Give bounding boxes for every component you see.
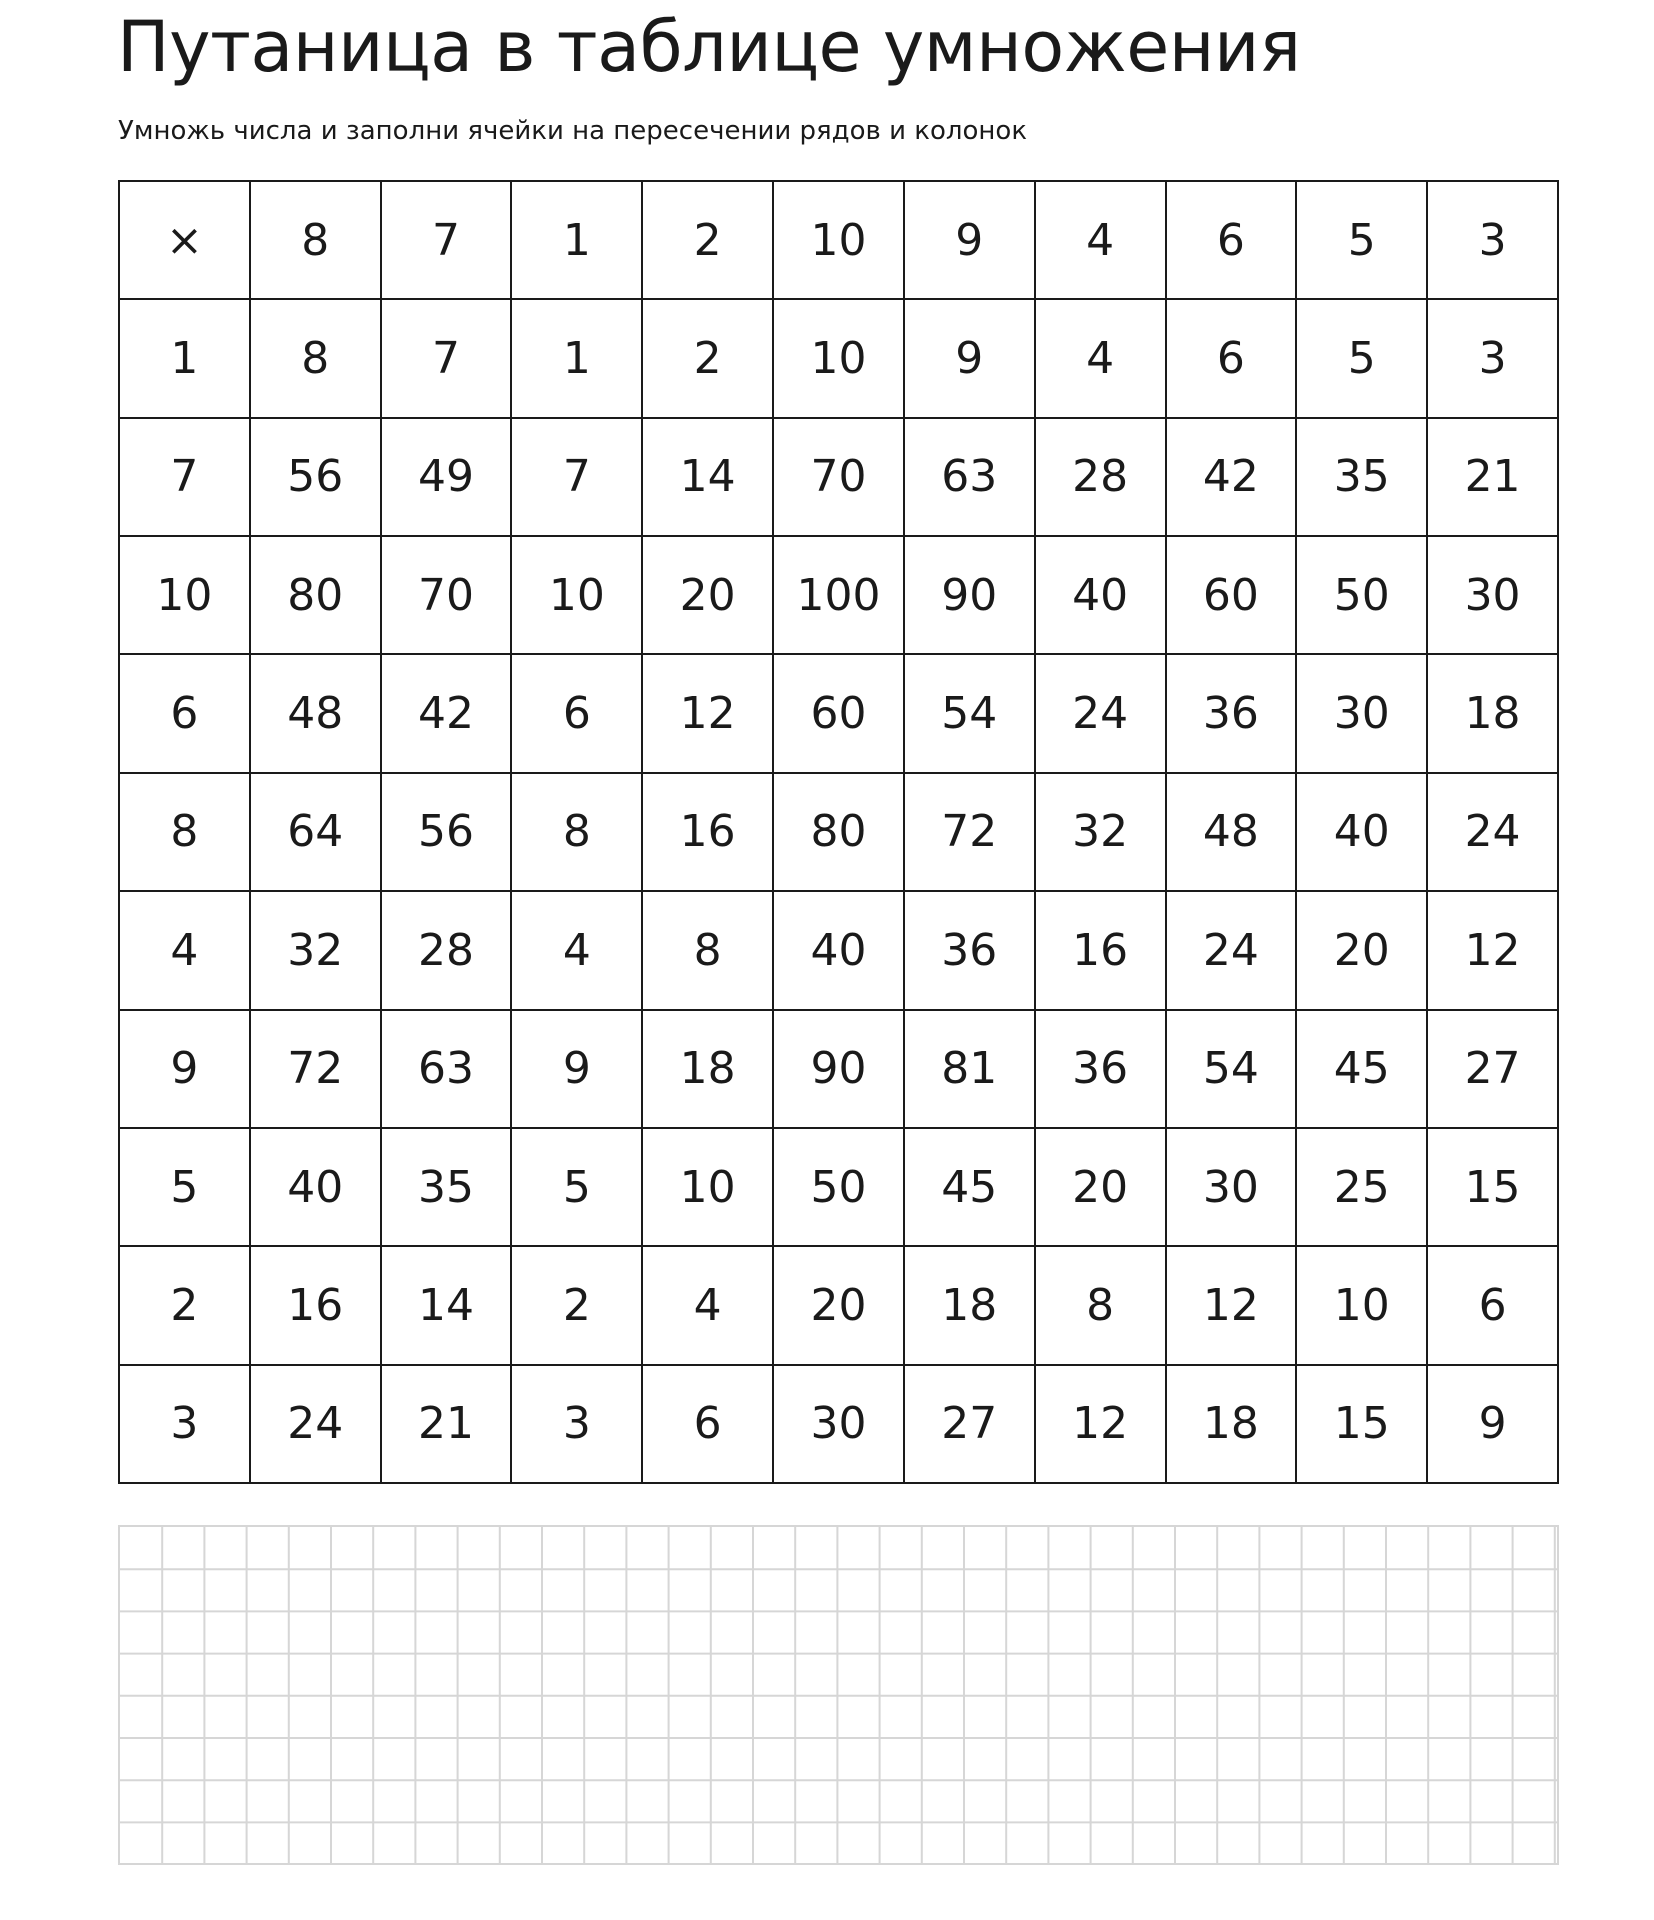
product-cell: 54: [1166, 1010, 1297, 1128]
row-header-cell: 3: [119, 1365, 250, 1483]
product-cell: 90: [773, 1010, 904, 1128]
table-row: [119, 1365, 1558, 1483]
row-header-cell: 4: [119, 891, 250, 1009]
row-header-cell: 1: [119, 299, 250, 417]
product-cell: 24: [1035, 654, 1166, 772]
product-cell: 64: [250, 773, 381, 891]
table-row: [119, 1128, 1558, 1246]
product-cell: 90: [904, 536, 1035, 654]
product-cell: 4: [511, 891, 642, 1009]
product-cell: 32: [250, 891, 381, 1009]
product-cell: 54: [904, 654, 1035, 772]
scratch-grid-area: [118, 1525, 1559, 1865]
product-cell: 9: [511, 1010, 642, 1128]
product-cell: 6: [1166, 299, 1297, 417]
product-cell: 5: [511, 1128, 642, 1246]
instructions: Умножь числа и заполни ячейки на пересечении рядов и колонок: [118, 116, 1028, 146]
product-cell: 48: [250, 654, 381, 772]
product-cell: 80: [250, 536, 381, 654]
product-cell: 8: [642, 891, 773, 1009]
table-row: [119, 536, 1558, 654]
column-header-cell: 7: [381, 181, 512, 299]
table-row: [119, 773, 1558, 891]
product-cell: 56: [250, 418, 381, 536]
row-header-cell: 6: [119, 654, 250, 772]
column-header-cell: 4: [1035, 181, 1166, 299]
multiplication-table: [118, 180, 1559, 1484]
product-cell: 15: [1427, 1128, 1558, 1246]
product-cell: 10: [773, 299, 904, 417]
product-cell: 28: [381, 891, 512, 1009]
product-cell: 20: [773, 1246, 904, 1364]
product-cell: 8: [511, 773, 642, 891]
product-cell: 1: [511, 299, 642, 417]
column-header-cell: 10: [773, 181, 904, 299]
product-cell: 27: [904, 1365, 1035, 1483]
product-cell: 35: [381, 1128, 512, 1246]
corner-multiply-symbol: ×: [119, 181, 250, 299]
product-cell: 15: [1296, 1365, 1427, 1483]
product-cell: 35: [1296, 418, 1427, 536]
row-header-cell: 5: [119, 1128, 250, 1246]
grid-lines: [120, 1527, 1557, 1863]
product-cell: 10: [1296, 1246, 1427, 1364]
product-cell: 7: [511, 418, 642, 536]
product-cell: 81: [904, 1010, 1035, 1128]
product-cell: 32: [1035, 773, 1166, 891]
product-cell: 36: [904, 891, 1035, 1009]
product-cell: 72: [904, 773, 1035, 891]
product-cell: 63: [904, 418, 1035, 536]
column-header-cell: 6: [1166, 181, 1297, 299]
product-cell: 3: [511, 1365, 642, 1483]
product-cell: 27: [1427, 1010, 1558, 1128]
product-cell: 12: [1427, 891, 1558, 1009]
product-cell: 4: [642, 1246, 773, 1364]
product-cell: 12: [642, 654, 773, 772]
product-cell: 80: [773, 773, 904, 891]
product-cell: 42: [1166, 418, 1297, 536]
product-cell: 2: [511, 1246, 642, 1364]
product-cell: 25: [1296, 1128, 1427, 1246]
product-cell: 20: [1296, 891, 1427, 1009]
product-cell: 12: [1035, 1365, 1166, 1483]
product-cell: 40: [1296, 773, 1427, 891]
product-cell: 18: [1427, 654, 1558, 772]
product-cell: 6: [1427, 1246, 1558, 1364]
product-cell: 70: [381, 536, 512, 654]
product-cell: 40: [250, 1128, 381, 1246]
product-cell: 16: [642, 773, 773, 891]
column-header-cell: 8: [250, 181, 381, 299]
row-header-cell: 2: [119, 1246, 250, 1364]
product-cell: 20: [1035, 1128, 1166, 1246]
product-cell: 56: [381, 773, 512, 891]
product-cell: 60: [773, 654, 904, 772]
product-cell: 8: [250, 299, 381, 417]
column-header-cell: 9: [904, 181, 1035, 299]
product-cell: 48: [1166, 773, 1297, 891]
page-title: Путаница в таблице умножения: [117, 6, 1301, 88]
column-header-cell: 5: [1296, 181, 1427, 299]
product-cell: 2: [642, 299, 773, 417]
product-cell: 4: [1035, 299, 1166, 417]
product-cell: 10: [642, 1128, 773, 1246]
product-cell: 36: [1166, 654, 1297, 772]
product-cell: 50: [1296, 536, 1427, 654]
row-header-cell: 10: [119, 536, 250, 654]
product-cell: 40: [1035, 536, 1166, 654]
product-cell: 14: [642, 418, 773, 536]
row-header-cell: 7: [119, 418, 250, 536]
product-cell: 24: [1166, 891, 1297, 1009]
column-header-cell: 3: [1427, 181, 1558, 299]
table-row: [119, 1010, 1558, 1128]
product-cell: 49: [381, 418, 512, 536]
product-cell: 21: [381, 1365, 512, 1483]
table-row: [119, 418, 1558, 536]
product-cell: 12: [1166, 1246, 1297, 1364]
product-cell: 7: [381, 299, 512, 417]
product-cell: 50: [773, 1128, 904, 1246]
product-cell: 36: [1035, 1010, 1166, 1128]
column-header-cell: 1: [511, 181, 642, 299]
product-cell: 30: [1166, 1128, 1297, 1246]
product-cell: 6: [511, 654, 642, 772]
header-row: [119, 181, 1558, 299]
product-cell: 3: [1427, 299, 1558, 417]
product-cell: 18: [642, 1010, 773, 1128]
product-cell: 24: [250, 1365, 381, 1483]
product-cell: 24: [1427, 773, 1558, 891]
product-cell: 16: [1035, 891, 1166, 1009]
product-cell: 40: [773, 891, 904, 1009]
table-row: [119, 1246, 1558, 1364]
product-cell: 30: [1427, 536, 1558, 654]
product-cell: 6: [642, 1365, 773, 1483]
product-cell: 9: [1427, 1365, 1558, 1483]
product-cell: 20: [642, 536, 773, 654]
product-cell: 70: [773, 418, 904, 536]
product-cell: 8: [1035, 1246, 1166, 1364]
product-cell: 72: [250, 1010, 381, 1128]
table-row: [119, 891, 1558, 1009]
product-cell: 28: [1035, 418, 1166, 536]
product-cell: 10: [511, 536, 642, 654]
table-row: [119, 654, 1558, 772]
product-cell: 5: [1296, 299, 1427, 417]
product-cell: 18: [904, 1246, 1035, 1364]
product-cell: 18: [1166, 1365, 1297, 1483]
product-cell: 21: [1427, 418, 1558, 536]
product-cell: 9: [904, 299, 1035, 417]
product-cell: 30: [1296, 654, 1427, 772]
product-cell: 16: [250, 1246, 381, 1364]
product-cell: 60: [1166, 536, 1297, 654]
product-cell: 63: [381, 1010, 512, 1128]
product-cell: 14: [381, 1246, 512, 1364]
row-header-cell: 8: [119, 773, 250, 891]
row-header-cell: 9: [119, 1010, 250, 1128]
product-cell: 45: [904, 1128, 1035, 1246]
table-row: [119, 299, 1558, 417]
product-cell: 30: [773, 1365, 904, 1483]
product-cell: 42: [381, 654, 512, 772]
column-header-cell: 2: [642, 181, 773, 299]
product-cell: 100: [773, 536, 904, 654]
product-cell: 45: [1296, 1010, 1427, 1128]
